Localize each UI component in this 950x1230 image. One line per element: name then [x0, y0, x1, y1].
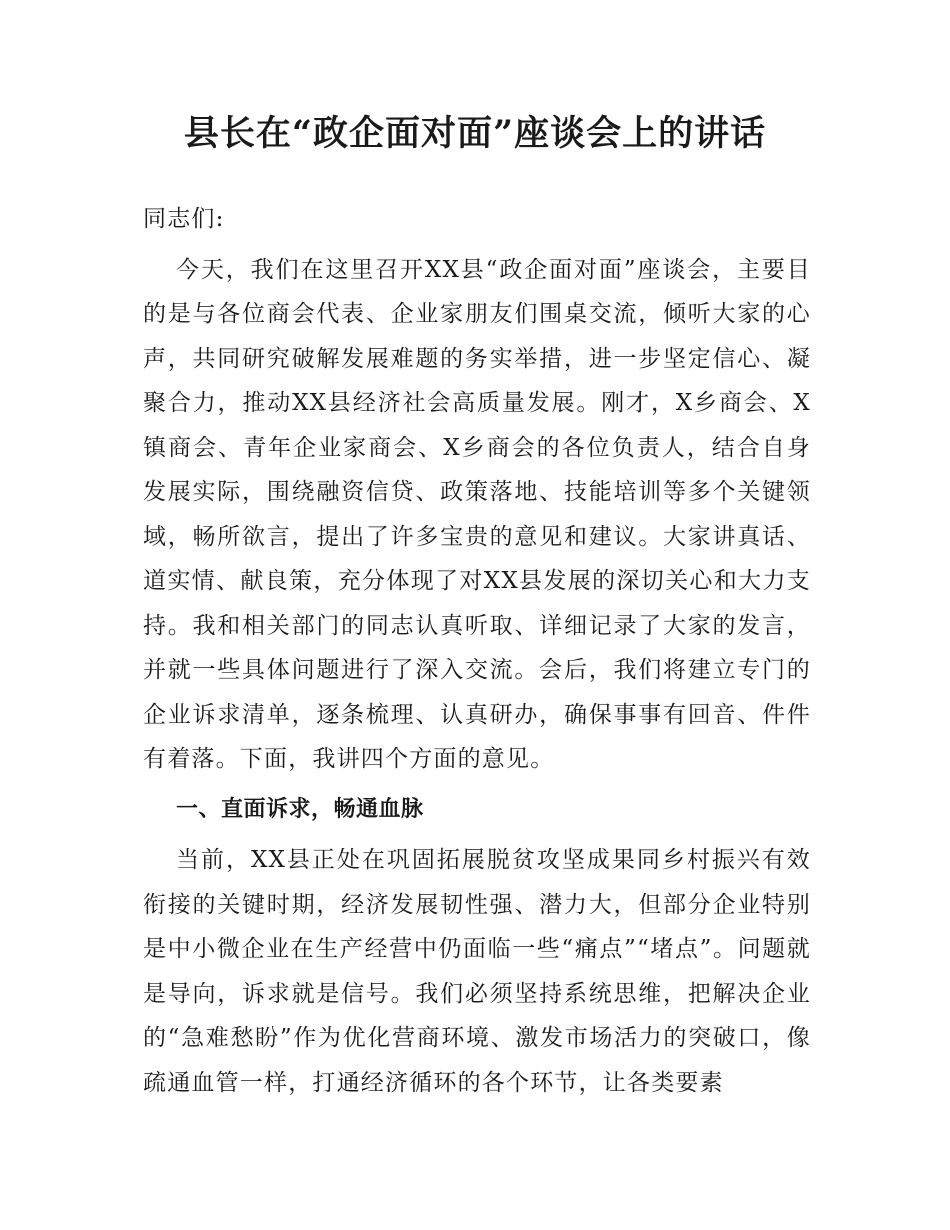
section-heading: 一、直面诉求，畅通血脉 — [176, 796, 424, 822]
document-title: 县长在“政企面对面”座谈会上的讲话 — [183, 113, 767, 154]
salutation: 同志们: — [143, 206, 225, 232]
section-paragraph: 当前，XX县正处在巩固拓展脱贫攻坚成果同乡村振兴有效衔接的关键时期，经济发展韧性强、潜力大，但部分企业特别是中小微企业在生产经营中仍面临一些“痛点”“堵点”。问题就是导向，诉求就是信号。我们必须坚持系统思维，把解决企业的“急难愁盼”作为优化营商环境、激发市场活力的突破口，像疏通血管一样，打通经济循环的各个环节，让各类要素 — [143, 847, 811, 1096]
document-body — [143, 197, 811, 1105]
opening-paragraph: 今天，我们在这里召开XX县“政企面对面”座谈会，主要目的是与各位商会代表、企业家朋友们围桌交流，倾听大家的心声，共同研究破解发展难题的务实举措，进一步坚定信心、凝聚合力，推动XX县经济社会高质量发展。刚才，X乡商会、X镇商会、青年企业家商会、X乡商会的各位负责人，结合自身发展实际，围绕融资信贷、政策落地、技能培训等多个关键领域，畅所欲言，提出了许多宝贵的意见和建议。大家讲真话、道实情、献良策，充分体现了对XX县发展的深切关心和大力支持。我和相关部门的同志认真听取、详细记录了大家的发言，并就一些具体问题进行了深入交流。会后，我们将建立专门的企业诉求清单，逐条梳理、认真研办，确保事事有回音、件件有着落。下面，我讲四个方面的意见。 — [143, 256, 811, 772]
